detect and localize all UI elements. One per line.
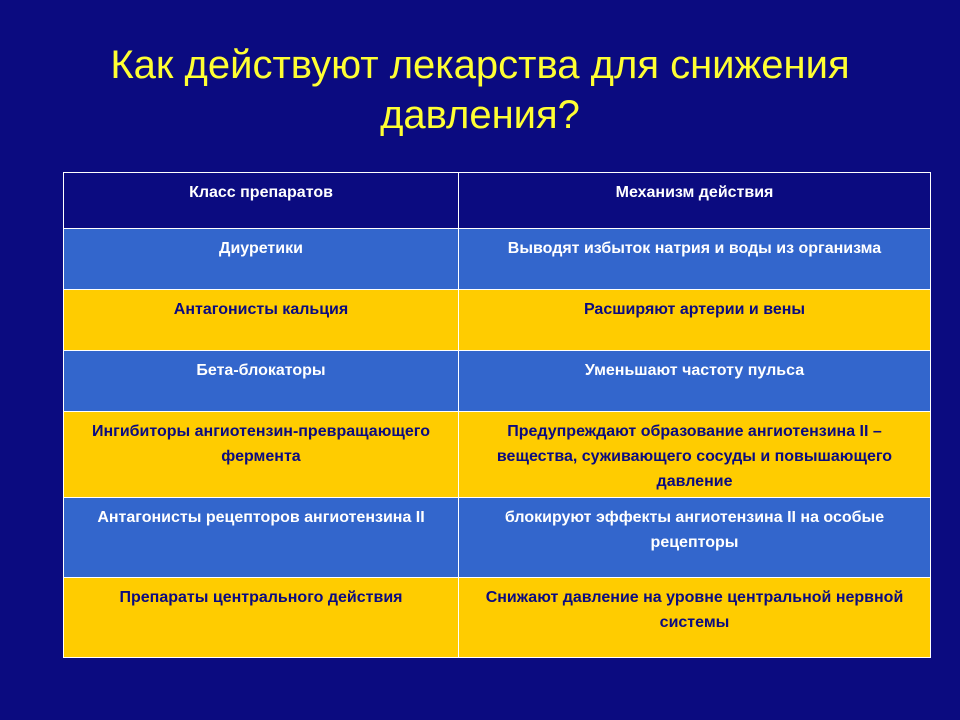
mechanism-cell: Предупреждают образование ангиотензина II – вещества, суживающего сосуды и повышающего давление bbox=[459, 412, 931, 498]
mechanism-cell: Снижают давление на уровне центральной нервной системы bbox=[459, 578, 931, 658]
slide-title-line-2: давления? bbox=[380, 93, 580, 137]
drug-class-cell: Ингибиторы ангиотензин-превращающего фермента bbox=[64, 412, 459, 498]
table-row bbox=[64, 229, 931, 290]
drug-class-cell: Диуретики bbox=[64, 229, 459, 290]
header-mechanism: Механизм действия bbox=[459, 173, 931, 229]
table-header-row bbox=[64, 173, 931, 229]
table-row bbox=[64, 578, 931, 658]
mechanism-cell: блокируют эффекты ангиотензина II на особые рецепторы bbox=[459, 498, 931, 578]
drug-class-cell: Препараты центрального действия bbox=[64, 578, 459, 658]
table-row bbox=[64, 498, 931, 578]
drug-class-cell: Антагонисты рецепторов ангиотензина II bbox=[64, 498, 459, 578]
mechanism-cell: Расширяют артерии и вены bbox=[459, 290, 931, 351]
table-row bbox=[64, 351, 931, 412]
slide-title bbox=[40, 40, 920, 140]
drug-class-cell: Антагонисты кальция bbox=[64, 290, 459, 351]
slide-title-line-1: Как действуют лекарства для снижения bbox=[110, 43, 850, 87]
mechanism-cell: Уменьшают частоту пульса bbox=[459, 351, 931, 412]
drug-classes-table bbox=[63, 172, 931, 658]
header-class: Класс препаратов bbox=[64, 173, 459, 229]
drug-class-cell: Бета-блокаторы bbox=[64, 351, 459, 412]
table-row bbox=[64, 290, 931, 351]
mechanism-cell: Выводят избыток натрия и воды из организма bbox=[459, 229, 931, 290]
table-row bbox=[64, 412, 931, 498]
